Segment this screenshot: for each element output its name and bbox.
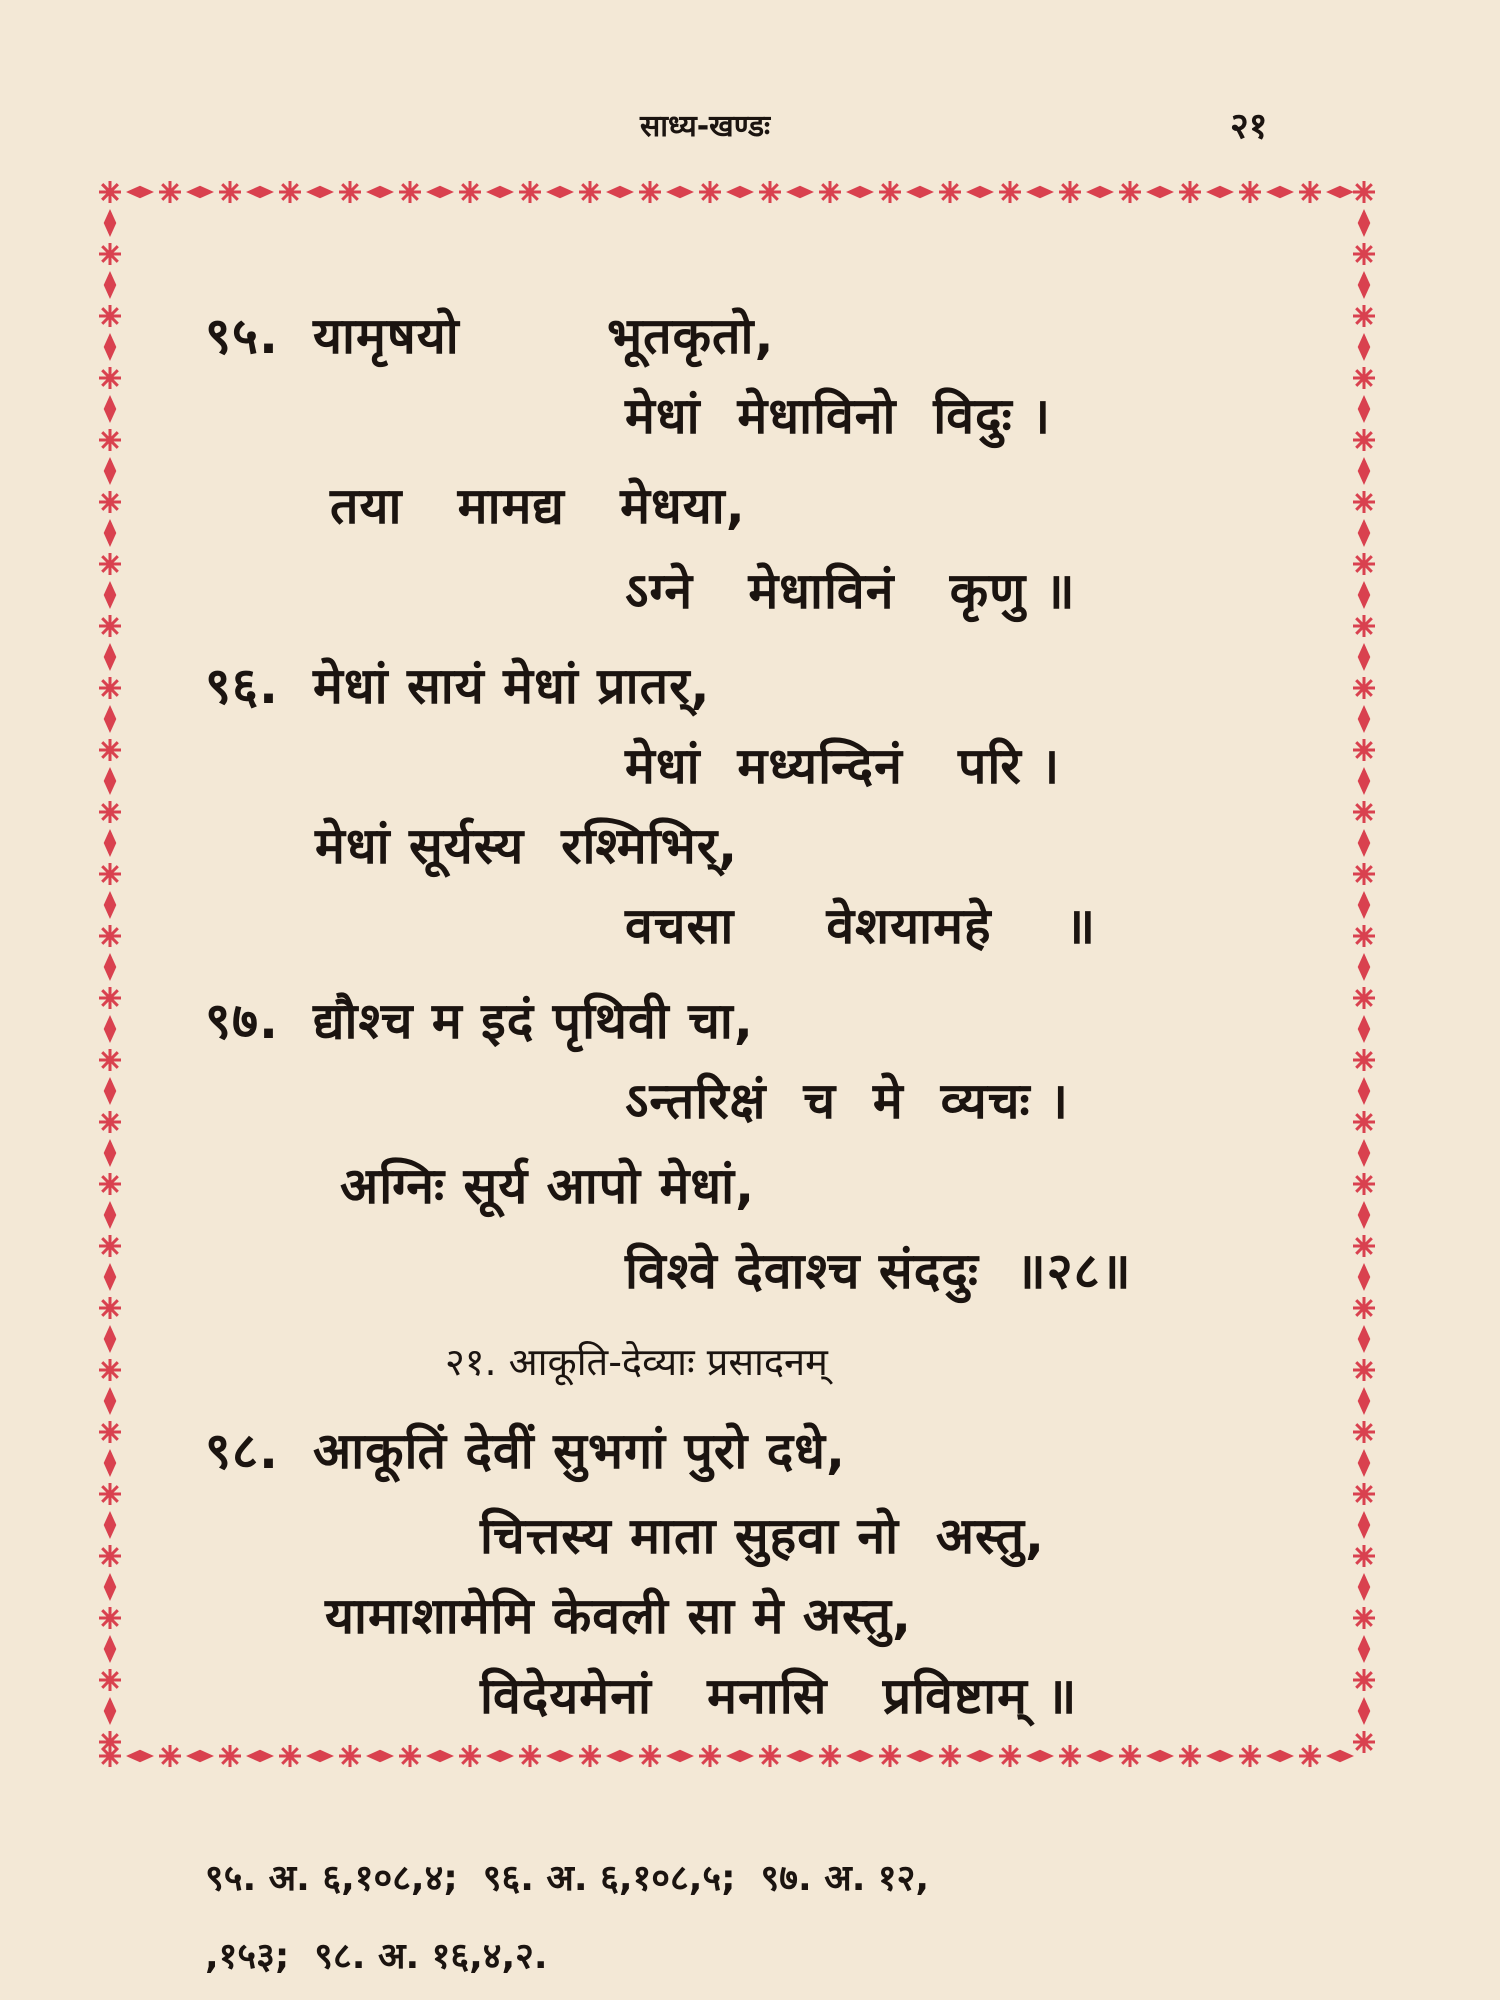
verse-96-line-3: मेधां सूर्यस्य रश्मिभिर्,: [315, 817, 739, 875]
running-title: साध्य-खण्डः: [640, 109, 771, 144]
verse-96-line-4: वचसा वेशयामहे ॥: [625, 897, 1097, 955]
verse-number: ९८.: [205, 1422, 279, 1480]
verse-95-line-4: ऽग्ने मेधाविनं कृणु ॥: [625, 562, 1076, 620]
verse-number: ९६.: [205, 657, 279, 715]
verse-98-line-1: ९८. आकूतिं देवीं सुभगां पुरो दधे,: [205, 1415, 846, 1483]
verse-97-line-3: अग्निः सूर्य आपो मेधां,: [340, 1157, 756, 1215]
footnote-line-1: ९५. अ. ६,१०८,४; ९६. अ. ६,१०८,५; ९७. अ. १२,: [205, 1858, 930, 1899]
verse-number: ९५.: [205, 307, 279, 365]
verse-98-line-2: चित्तस्य माता सुहवा नो अस्तु,: [480, 1507, 1045, 1565]
verse-97-line-2: ऽन्तरिक्षं च मे व्यचः ।: [625, 1072, 1069, 1130]
verse-number: ९७.: [205, 992, 279, 1050]
verse-98-line-4: विदेयमेनां मनासि प्रविष्टाम् ॥: [480, 1667, 1078, 1725]
page-number: २१: [1230, 106, 1268, 147]
footnotes: [205, 1840, 1305, 1996]
verse-96-line-2: मेधां मध्यन्दिनं परि ।: [625, 737, 1061, 795]
verse-97-line-4: विश्वे देवाश्च संददुः ॥२८॥: [625, 1242, 1132, 1300]
verse-95-line-3: तया मामद्य मेधया,: [330, 477, 746, 535]
verse-96-line-1: ९६. मेधां सायं मेधां प्रातर्,: [205, 650, 711, 718]
verse-98-line-3: यामाशामेमि केवली सा मे अस्तु,: [325, 1587, 912, 1645]
verse-97-line-1: ९७. द्यौश्च म इदं पृथिवी चा,: [205, 985, 754, 1053]
verse-95-line-2: मेधां मेधाविनो विदुः ।: [625, 387, 1052, 445]
verse-95-line-1: ९५. यामृषयो भूतकृतो,: [205, 300, 774, 368]
footnote-line-2: ,१५३; ९८. अ. १६,४,२.: [205, 1936, 548, 1977]
section-heading: २१. आकूति-देव्याः प्रसादनम्: [445, 1340, 828, 1384]
